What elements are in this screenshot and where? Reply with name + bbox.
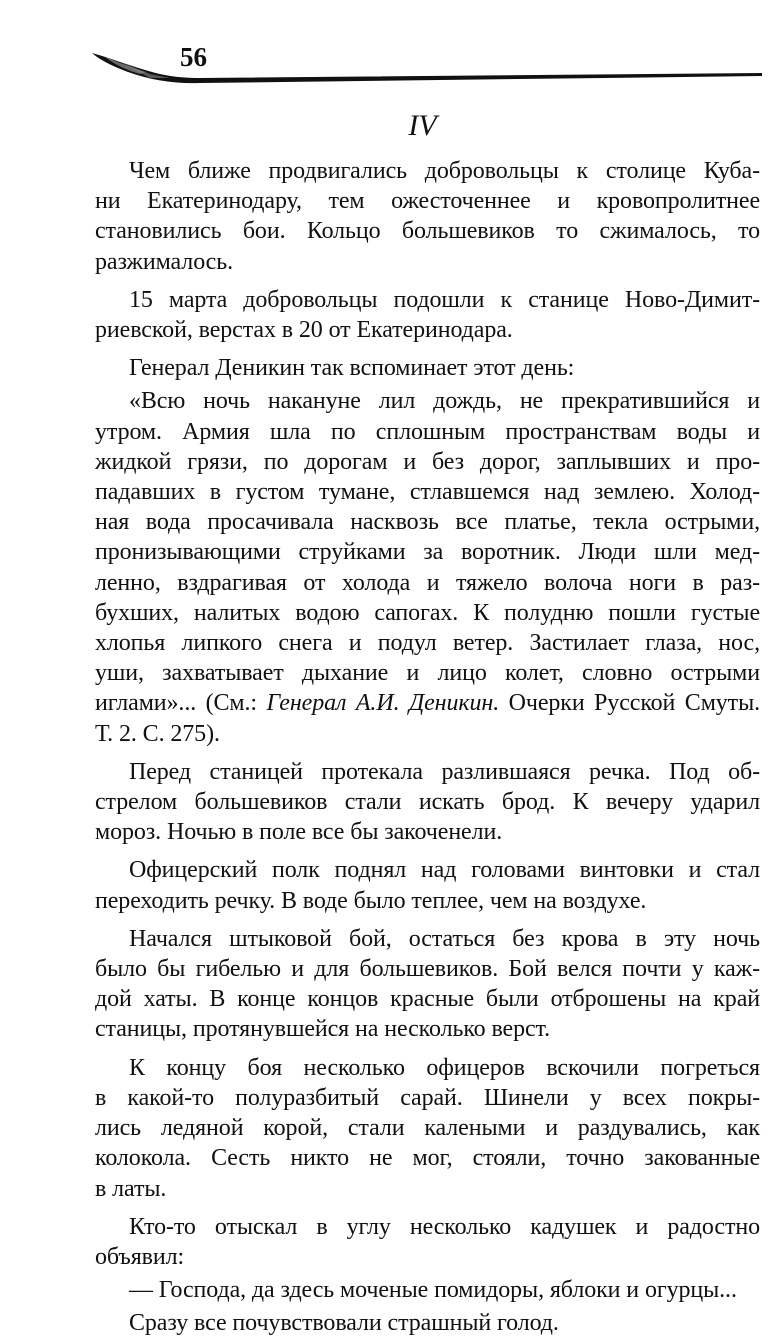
text-line: пронизывающими струйками за воротник. Люди шли мед- — [95, 539, 760, 566]
text-line: бухших, налитых водою сапогах. К полудню пошли густые — [95, 599, 760, 626]
text-line: 15 марта добровольцы подошли к станице Ново-Димит- — [129, 286, 760, 313]
text-line: в латы. — [95, 1175, 167, 1202]
paragraph-1 — [95, 156, 760, 277]
text-line: Чем ближе продвигались добровольцы к столице Куба- — [129, 158, 760, 184]
paragraph-7 — [95, 924, 760, 1045]
text-line: стрелом большевиков стали искать брод. К вечеру ударил — [95, 789, 760, 816]
text-line: утром. Армия шла по сплошным пространствам воды и — [95, 418, 760, 445]
text-line: Кто-то отыскал в углу несколько кадушек и радостно — [129, 1213, 760, 1240]
paragraph-3 — [95, 353, 760, 383]
text-line: Начался штыковой бой, остаться без крова в эту ночь — [129, 925, 760, 952]
text-line: К концу боя несколько офицеров вскочили погреться — [129, 1054, 760, 1081]
text-line: станицы, протянувшейся на несколько верст. — [95, 1016, 551, 1043]
text-line: ни Екатеринодару, тем ожесточеннее и кровопролитнее — [95, 188, 760, 215]
paragraph-9 — [95, 1212, 760, 1272]
text-line: жидкой грязи, по дорогам и без дорог, заплывших и про- — [95, 448, 760, 475]
header-ornament-rule — [0, 0, 782, 100]
page-header — [0, 0, 782, 100]
paragraph-quote — [95, 386, 760, 748]
text-line: Сразу все почувствовали страшный голод. — [129, 1310, 559, 1337]
text-line: было бы гибелью и для большевиков. Бой велся почти у каж- — [95, 956, 760, 983]
text-line-citation — [95, 688, 760, 718]
text-line: «Всю ночь накануне лил дождь, не прекратившийся и — [129, 388, 760, 415]
paragraph-5 — [95, 757, 760, 848]
paragraph-8 — [95, 1053, 760, 1204]
page-number: 56 — [180, 42, 207, 72]
text-line: Т. 2. С. 275). — [95, 720, 220, 747]
paragraph-11 — [95, 1308, 760, 1338]
citation-title: Очерки Русской Смуты. — [499, 690, 760, 717]
paragraph-6 — [95, 855, 760, 915]
paragraph-dialogue — [95, 1275, 760, 1305]
text-line: — Господа, да здесь моченые помидоры, яблоки и огурцы... — [129, 1277, 737, 1304]
text-line: лись ледяной корой, стали калеными и раздувались, как — [95, 1115, 760, 1142]
text-line: колокола. Сесть никто не мог, стояли, точно закованные — [95, 1145, 760, 1172]
text-line: Офицерский полк поднял над головами винтовки и стал — [129, 857, 760, 884]
text-line: становились бои. Кольцо большевиков то сжималось, то — [95, 218, 760, 245]
text-line: риевской, верстах в 20 от Екатеринодара. — [95, 317, 513, 344]
text-line: мороз. Ночью в поле все бы закоченели. — [95, 819, 503, 846]
citation-prefix: иглами»... (См.: — [95, 690, 267, 717]
text-line: ленно, вздрагивая от холода и тяжело волоча ноги в раз- — [95, 569, 760, 596]
text-line: ная вода просачивала насквозь все платье, текла острыми, — [95, 509, 760, 536]
text-line: разжималось. — [95, 248, 233, 275]
text-line: объявил: — [95, 1243, 185, 1270]
citation-author: Генерал А.И. Деникин. — [266, 690, 500, 717]
chapter-number: IV — [408, 109, 437, 142]
text-line: в какой-то полуразбитый сарай. Шинели у всех покры- — [95, 1084, 760, 1111]
text-line: падавших в густом тумане, стлавшемся над землею. Холод- — [95, 479, 760, 506]
text-line: хлопья липкого снега и подул ветер. Застилает глаза, нос, — [95, 630, 760, 657]
text-line: Перед станицей протекала разлившаяся речка. Под об- — [129, 758, 760, 785]
text-line: уши, захватывает дыхание и лицо колет, словно острыми — [95, 660, 760, 687]
paragraph-2 — [95, 285, 760, 345]
text-line: переходить речку. В воде было теплее, чем на воздухе. — [95, 887, 647, 914]
text-line: дой хаты. В конце концов красные были отброшены на край — [95, 986, 760, 1013]
text-line: Генерал Деникин так вспоминает этот день: — [129, 355, 575, 382]
body-text — [95, 156, 760, 1339]
